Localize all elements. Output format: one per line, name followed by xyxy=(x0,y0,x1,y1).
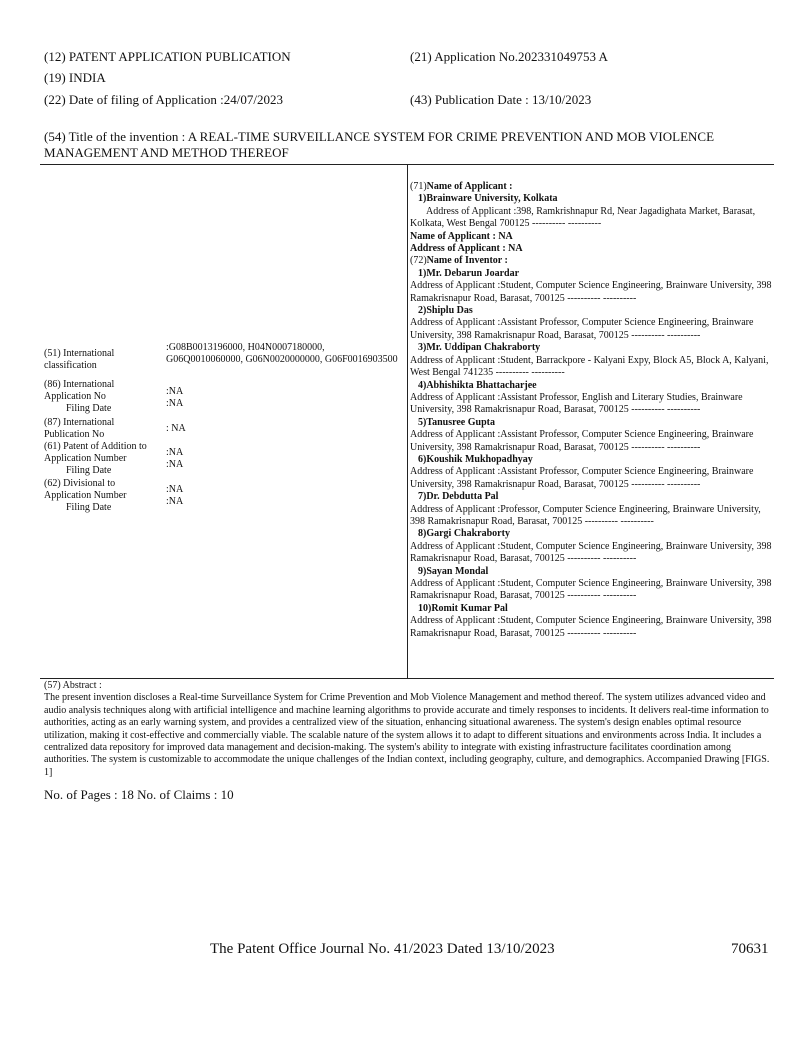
intl-pub-value: : NA xyxy=(166,423,186,434)
inventor-name: 10)Romit Kumar Pal xyxy=(418,602,508,614)
applicant-address: Address of Applicant :398, Ramkrishnapur Rd, Near Jagadighata Market, Barasat, Kolkata, West Bengal 700125 ---------- ---------- xyxy=(410,205,756,230)
divisional-filing-label: Filing Date xyxy=(66,502,112,513)
divisional-label: (62) Divisional to Application Number xyxy=(44,478,127,501)
publication-date: (43) Publication Date : 13/10/2023 xyxy=(410,92,592,107)
applicant-heading-number: (71) xyxy=(410,181,427,192)
inventor-name: 3)Mr. Uddipan Chakraborty xyxy=(418,342,541,354)
applicant-name-2-text: Name of Applicant : NA xyxy=(410,230,513,242)
applicant-heading-label: Name of Applicant : xyxy=(426,181,513,192)
inventor-address: Address of Applicant :Assistant Professor, Computer Science Engineering, Brainware University, 398 Ramakrisnapur Road, Barasat, 700125 ---------- ---------- xyxy=(410,466,754,490)
inventor-heading-label: Name of Inventor : xyxy=(426,255,508,267)
inventor-address: Address of Applicant :Professor, Computer Science Engineering, Brainware University, 398 Ramakrisnapur Road, Barasat, 700125 ---------- ---------- xyxy=(410,503,761,527)
applicant-inventor-block xyxy=(410,181,772,640)
pages-claims: No. of Pages : 18 No. of Claims : 10 xyxy=(44,787,234,802)
divisional-value: :NA xyxy=(166,484,184,495)
inventor-item xyxy=(410,528,772,565)
inventor-name: 6)Koushik Mukhopadhyay xyxy=(418,453,533,465)
intl-app-label: (86) International Application No xyxy=(44,379,115,402)
inventor-name: 7)Dr. Debdutta Pal xyxy=(418,491,499,503)
applicant-name-text: 1)Brainware University, Kolkata xyxy=(418,193,558,205)
inventor-item xyxy=(410,305,772,342)
inventor-item xyxy=(410,603,772,640)
journal-footer: The Patent Office Journal No. 41/2023 Dated 13/10/2023 xyxy=(210,941,555,957)
bibliographic-table xyxy=(40,164,774,679)
abstract-text: The present invention discloses a Real-time Surveillance System for Crime Prevention and Mob Violence Management and method thereof. The system utilizes advanced video and audio analysis techniques along with artificial intelligence and machine learning algorithms to provide accurate and timely responses to incidents. It delivers real-time information to authorities, acting as an early warning system, and provides a centralized view of the situation, enhancing situational awareness. The system's design enables optimal resource utilization, making it cost-effective and commercially viable. The scalable nature of the system allows it to adapt to different situations and environments across India. It includes a centralized data repository for improved data management and decision-making. The system's ability to integrate with existing infrastructure facilitates coordination among authorities. The system is customizable to accommodate the unique challenges of the Indian context, including geography, culture, and demographics. Accompanied Drawing [FIGS. 1] xyxy=(44,692,770,778)
addition-label: (61) Patent of Addition to Application Number xyxy=(44,441,147,464)
publication-type: (12) PATENT APPLICATION PUBLICATION xyxy=(44,49,291,64)
inventor-name: 5)Tanusree Gupta xyxy=(418,416,495,428)
applicant-heading xyxy=(410,181,772,193)
divisional-filing-value: :NA xyxy=(166,496,184,507)
inventor-address: Address of Applicant :Assistant Professor, English and Literary Studies, Brainware University, 398 Ramakrisnapur Road, Barasat, 700125 ---------- ---------- xyxy=(410,391,743,416)
country: (19) INDIA xyxy=(44,70,106,85)
inventor-item xyxy=(410,380,772,417)
applicant-name-2 xyxy=(410,231,772,243)
applicant-address-2 xyxy=(410,243,772,255)
inventor-name: 8)Gargi Chakraborty xyxy=(418,528,510,540)
inventor-heading xyxy=(410,255,772,267)
intl-app-value: :NA xyxy=(166,386,184,397)
inventor-item xyxy=(410,417,772,454)
invention-title: (54) Title of the invention : A REAL-TIME SURVEILLANCE SYSTEM FOR CRIME PREVENTION AND MOB VIOLENCE MANAGEMENT AND METHOD THEREOF xyxy=(44,129,715,160)
inventor-item xyxy=(410,491,772,528)
page-number: 70631 xyxy=(731,941,769,957)
inventor-address: Address of Applicant :Assistant Professor, Computer Science Engineering, Brainware University, 398 Ramakrisnapur Road, Barasat, 700125 ---------- ---------- xyxy=(410,317,754,341)
abstract-section xyxy=(44,680,772,779)
intl-app-filing-value: :NA xyxy=(166,398,184,409)
inventor-address: Address of Applicant :Student, Computer Science Engineering, Brainware University, 398 Ramakrisnapur Road, Barasat, 700125 ---------- ---------- xyxy=(410,615,772,639)
inventor-address: Address of Applicant :Student, Computer Science Engineering, Brainware University, 398 Ramakrisnapur Road, Barasat, 700125 ---------- ---------- xyxy=(410,280,772,304)
intl-class-label: (51) International classification xyxy=(44,348,115,371)
inventor-address: Address of Applicant :Student, Computer Science Engineering, Brainware University, 398 Ramakrisnapur Road, Barasat, 700125 ---------- ---------- xyxy=(410,540,772,565)
intl-app-filing-label: Filing Date xyxy=(66,403,112,414)
inventor-heading-number: (72) xyxy=(410,255,427,267)
inventor-name: 4)Abhishikta Bhattacharjee xyxy=(418,379,537,391)
applicant-name xyxy=(410,193,772,205)
addition-value: :NA xyxy=(166,447,184,458)
filing-date: (22) Date of filing of Application :24/07/2023 xyxy=(44,92,284,107)
inventor-list xyxy=(410,268,772,640)
inventor-item xyxy=(410,268,772,305)
inventor-name: 2)Shiplu Das xyxy=(418,305,473,317)
inventor-address: Address of Applicant :Student, Computer Science Engineering, Brainware University, 398 Ramakrisnapur Road, Barasat, 700125 ---------- ---------- xyxy=(410,578,772,602)
abstract-label: (57) Abstract : xyxy=(44,680,102,691)
application-number: (21) Application No.202331049753 A xyxy=(410,49,608,64)
inventor-name: 9)Sayan Mondal xyxy=(418,565,489,577)
inventor-address: Address of Applicant :Assistant Professor, Computer Science Engineering, Brainware University, 398 Ramakrisnapur Road, Barasat, 700125 ---------- ---------- xyxy=(410,429,754,453)
applicant-address-2-text: Address of Applicant : NA xyxy=(410,243,523,255)
intl-pub-label: (87) International Publication No xyxy=(44,417,115,440)
intl-class-value: :G08B0013196000, H04N0007180000, G06Q0010060000, G06N0020000000, G06F0016903500 xyxy=(166,342,398,365)
inventor-item xyxy=(410,566,772,603)
inventor-item xyxy=(410,342,772,379)
addition-filing-label: Filing Date xyxy=(66,465,112,476)
inventor-name: 1)Mr. Debarun Joardar xyxy=(418,267,520,279)
inventor-address: Address of Applicant :Student, Barrackpore - Kalyani Expy, Block A5, Block A, Kalyani, West Bengal 741235 ---------- ---------- xyxy=(410,354,769,379)
inventor-item xyxy=(410,454,772,491)
column-divider xyxy=(407,165,408,678)
addition-filing-value: :NA xyxy=(166,459,184,470)
